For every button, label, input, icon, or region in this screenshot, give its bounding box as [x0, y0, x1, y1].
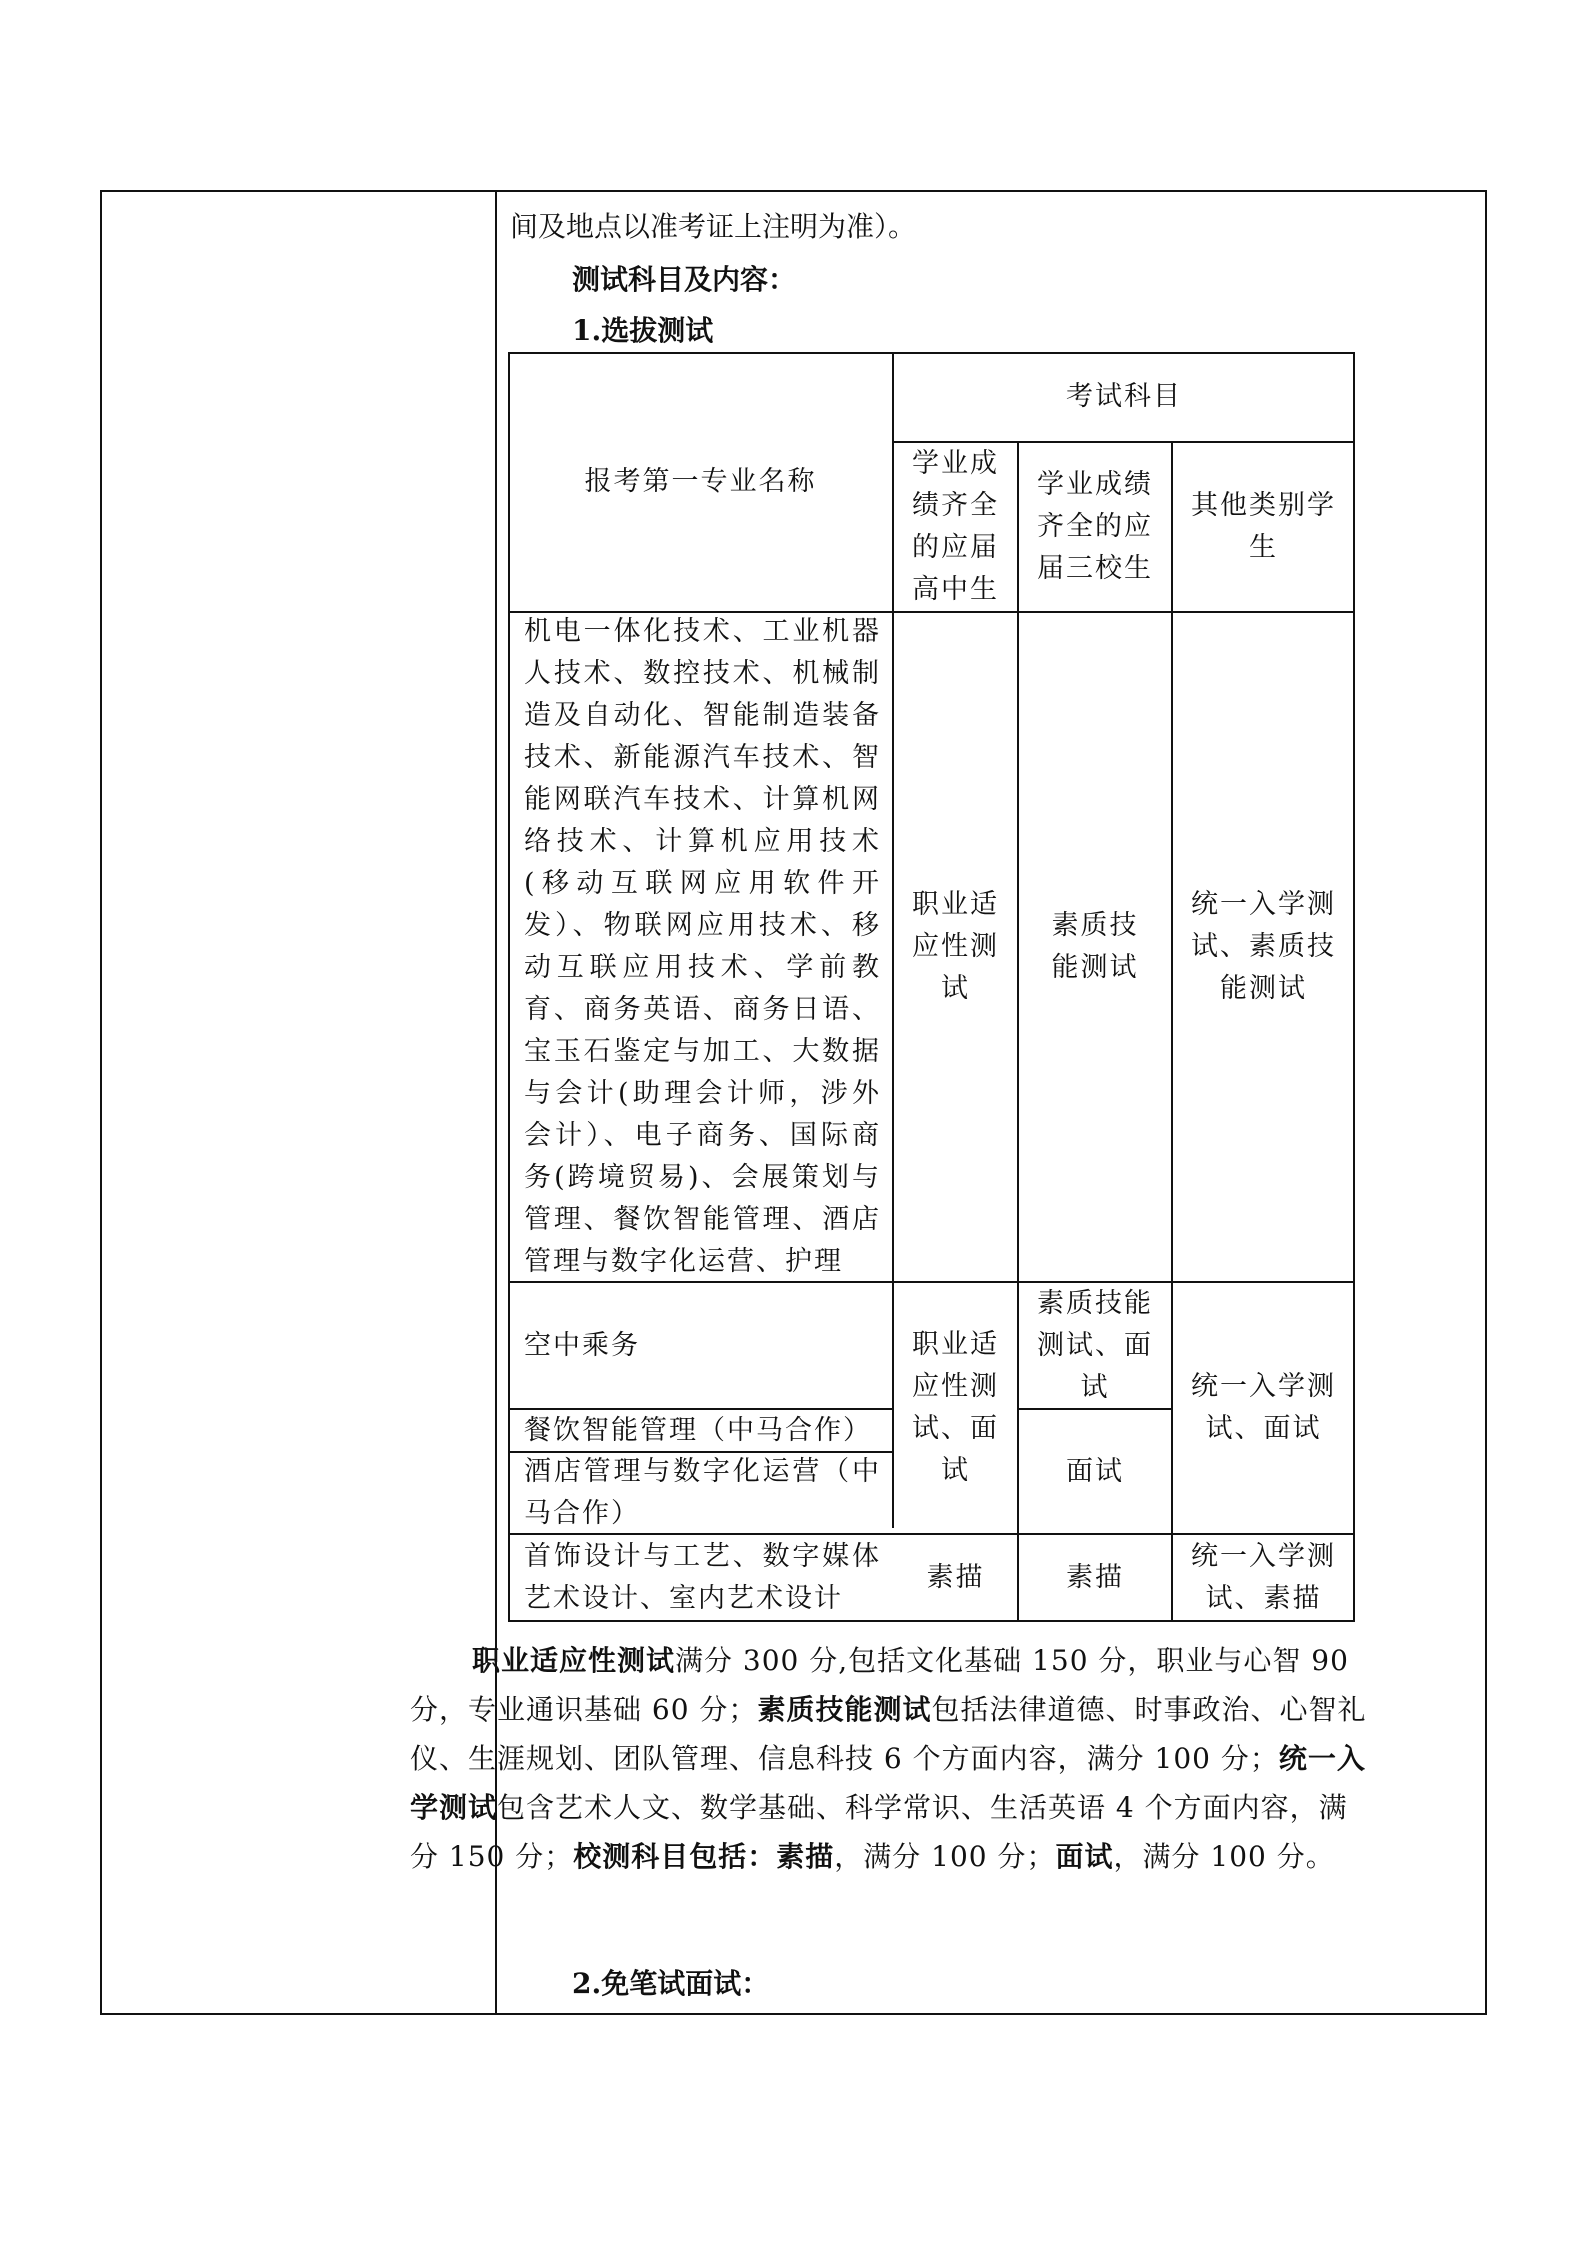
term-interview: 面试	[1055, 1840, 1114, 1873]
exam-subjects-table	[508, 352, 1355, 1622]
term-vocational-aptitude: 职业适应性测试	[472, 1644, 676, 1677]
term-unified-entrance: 统一入学测试	[410, 1742, 1366, 1824]
header-high-school-graduates: 学业成绩齐全的应届高中生	[912, 448, 999, 605]
row2c-major-hotel: 酒店管理与数字化运营（中马合作）	[524, 1456, 881, 1529]
term-quality-skills: 素质技能测试	[757, 1693, 932, 1726]
exam-description-paragraph	[410, 1636, 1370, 1881]
row3-other-subject: 统一入学测试、素描	[1191, 1541, 1336, 1614]
row3-high-school-subject: 素描	[926, 1562, 985, 1593]
section-heading: 测试科目及内容：	[572, 263, 797, 296]
desc-quality-skills: 包括法律道德、时事政治、心智礼仪、生涯规划、团队管理、信息科技 6 个方面内容，满分 100 分；	[410, 1693, 1367, 1775]
desc-sketch: ，满分 100 分；	[834, 1840, 1056, 1873]
row1-other-subject: 统一入学测试、素质技能测试	[1191, 889, 1336, 1004]
row2-other-subject: 统一入学测试、面试	[1191, 1371, 1336, 1444]
row1-three-schools-subject: 素质技能测试	[1051, 910, 1139, 983]
header-other-students: 其他类别学生	[1191, 490, 1336, 563]
term-school-subjects-sketch: 校测科目包括：素描	[573, 1840, 835, 1873]
row2a-major-flight-attendant: 空中乘务	[524, 1329, 640, 1361]
row3-three-schools-subject: 素描	[1066, 1562, 1124, 1593]
row2-high-school-subject: 职业适应性测试、面试	[912, 1329, 999, 1486]
header-three-schools-graduates: 学业成绩齐全的应届三校生	[1037, 469, 1153, 584]
row2bc-three-schools-subject: 面试	[1066, 1455, 1124, 1487]
desc-vocational-aptitude: 满分 300 分,包括文化基础 150 分，职业与心智 90 分，专业通识基础 60 分；	[410, 1644, 1349, 1726]
desc-interview: ，满分 100 分。	[1113, 1840, 1335, 1873]
desc-unified-entrance: 包含艺术人文、数学基础、科学常识、生活英语 4 个方面内容，满分 150 分；	[410, 1791, 1348, 1873]
continued-text: 间及地点以准考证上注明为准）。	[510, 210, 917, 243]
header-major-name: 报考第一专业名称	[584, 466, 817, 497]
row2b-major-catering: 餐饮智能管理（中马合作）	[524, 1414, 872, 1446]
row3-majors-design: 首饰设计与工艺、数字媒体艺术设计、室内艺术设计	[524, 1541, 881, 1614]
header-exam-subjects: 考试科目	[1066, 381, 1182, 412]
row1-high-school-subject: 职业适应性测试	[912, 889, 999, 1004]
row1-majors: 机电一体化技术、工业机器人技术、数控技术、机械制造及自动化、智能制造装备技术、新能源汽车技术、智能网联汽车技术、计算机网络技术、计算机应用技术(移动互联网应用软件开发）、物联网应用技术、移动互联应用技术、学前教育、商务英语、商务日语、宝玉石鉴定与加工、大数据与会计(助理会计师，涉外会计）、电子商务、国际商务(跨境贸易)、会展策划与管理、餐饮智能管理、酒店管理与数字化运营、护理	[524, 616, 881, 1277]
subheading-interview-exempt: 2.免笔试面试：	[572, 1967, 770, 2000]
subheading-selection-test: 1.选拔测试	[572, 314, 714, 347]
row2a-three-schools-subject: 素质技能测试、面试	[1037, 1287, 1153, 1403]
